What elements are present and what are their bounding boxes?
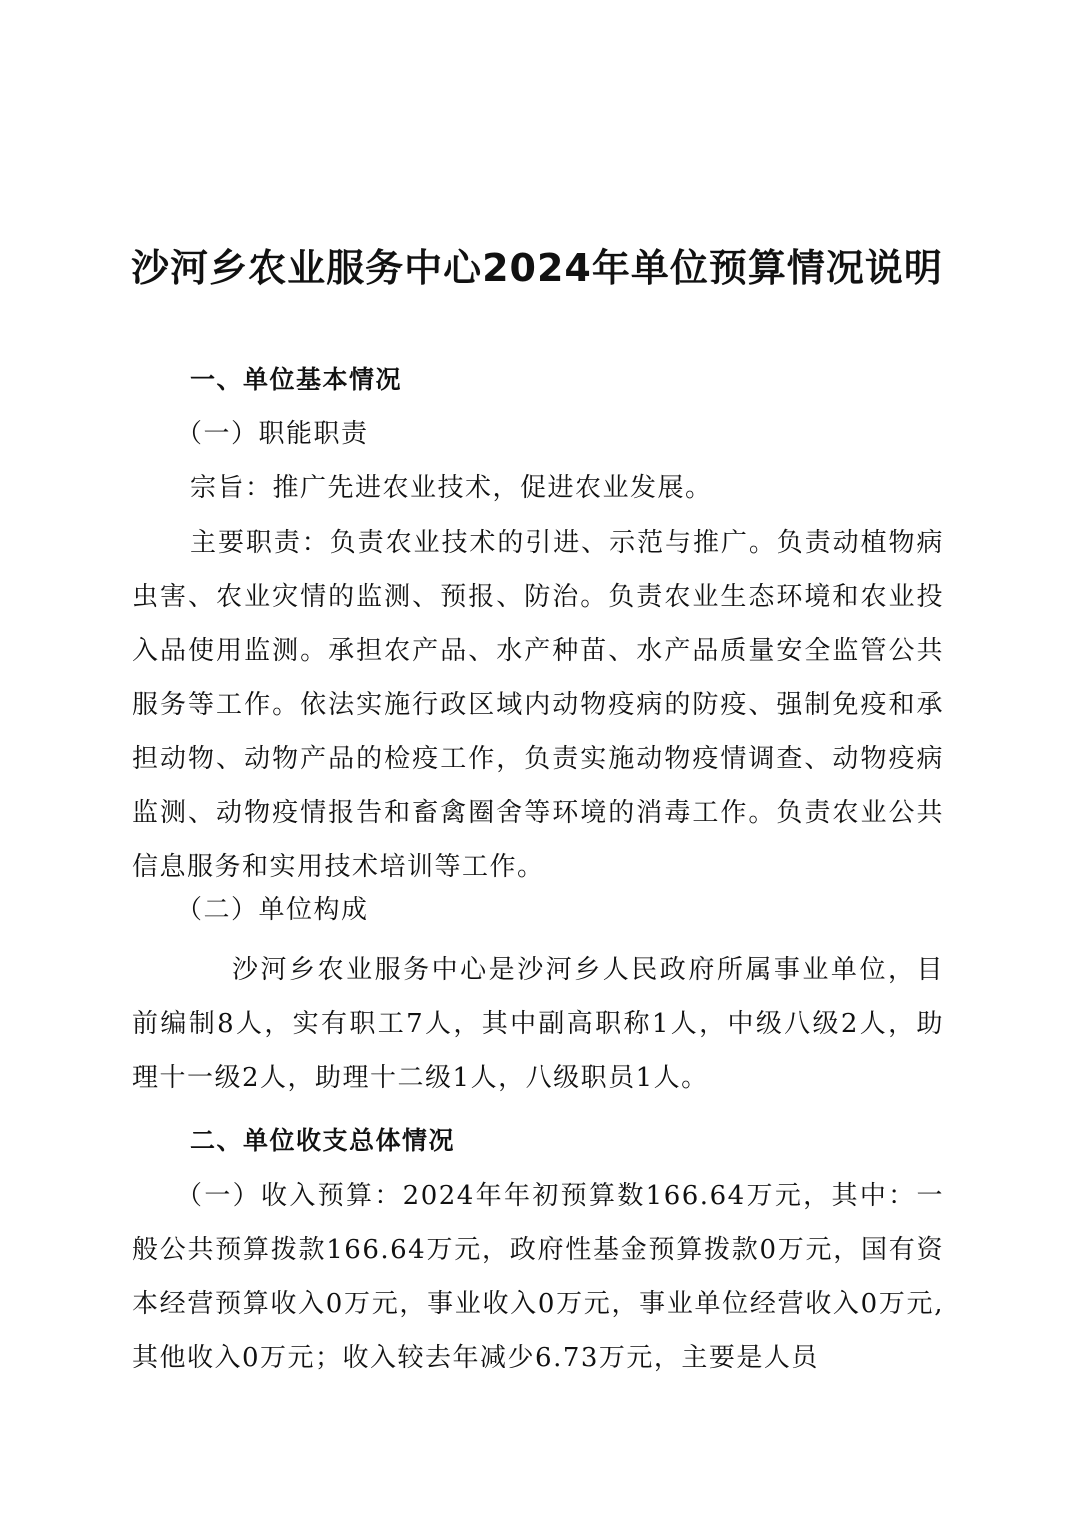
duties-paragraph: 主要职责：负责农业技术的引进、示范与推广。负责动植物病虫害、农业灾情的监测、预报、防治。负责农业生态环境和农业投入品使用监测。承担农产品、水产种苗、水产品质量安全监管公共服务等工作。依法实施行政区域内动物疫病的防疫、强制免疫和承担动物、动物产品的检疫工作，负责实施动物疫情调查、动物疫病监测、动物疫情报告和畜禽圈舍等环境的消毒工作。负责农业公共信息服务和实用技术培训等工作。 — [132, 528, 944, 882]
subheading-composition: （二）单位构成 — [176, 895, 369, 925]
subheading-functions: （一）职能职责 — [176, 419, 369, 449]
purpose-paragraph: 宗旨：推广先进农业技术，促进农业发展。 — [190, 473, 713, 503]
section-heading-budget-overview: 二、单位收支总体情况 — [190, 1126, 456, 1155]
section-heading-basic-info: 一、单位基本情况 — [190, 365, 403, 394]
composition-paragraph: 沙河乡农业服务中心是沙河乡人民政府所属事业单位，目前编制8人，实有职工7人，其中副高职称1人，中级八级2人，助理十一级2人，助理十二级1人，八级职员1人。 — [132, 955, 944, 1093]
document-title: 沙河乡农业服务中心2024年单位预算情况说明 — [131, 246, 943, 290]
income-budget-paragraph: （一）收入预算：2024年年初预算数166.64万元，其中：一般公共预算拨款166.64万元，政府性基金预算拨款0万元，国有资本经营预算收入0万元，事业收入0万元，事业单位经营收入0万元,其他收入0万元；收入较去年减少6.73万元，主要是人员 — [132, 1181, 944, 1373]
